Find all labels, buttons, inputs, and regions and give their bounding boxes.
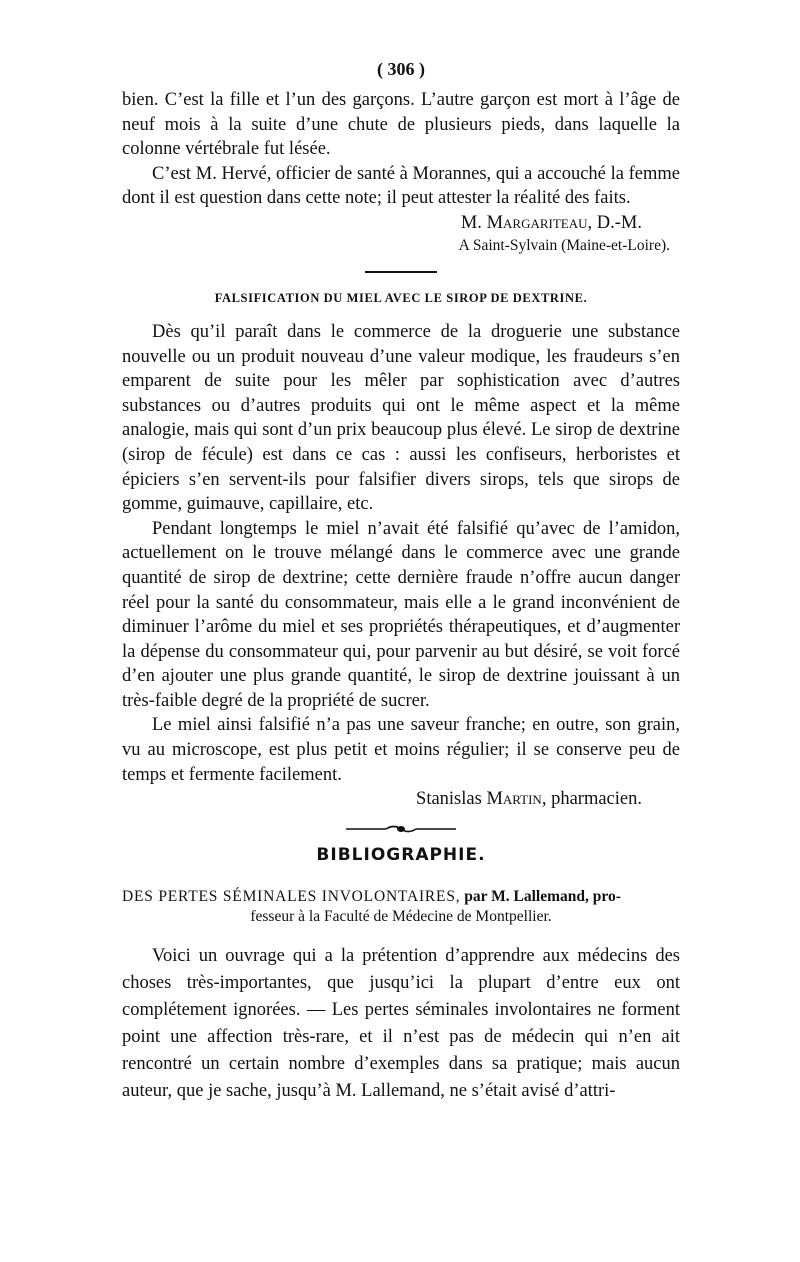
signature-margariteau [122, 211, 680, 235]
page [122, 58, 680, 1105]
article-paragraph-1: Dès qu’il paraît dans le commerce de la droguerie une substance nouvelle ou un produit nouveau d’une valeur modique, les fraudeurs s’en emparent de suite pour les mêler par sophistication avec d’autres substances ou d’autres produits qui ont le même aspect et la même analogie, mais qui sont d’un prix beaucoup plus élevé. Le sirop de dextrine (sirop de fécule) est dans ce cas : aussi les confiseurs, herboristes et épiciers s’en servent-ils pour falsifier divers sirops, tels que sirops de gomme, guimauve, capillaire, etc. [122, 321, 680, 515]
page-number: ( 306 ) [377, 59, 425, 79]
signature-name: Martin [486, 789, 542, 810]
signature-prefix: M. [460, 212, 487, 233]
signature-suffix: , D.-M. [587, 212, 642, 233]
signature-name: Margariteau [486, 212, 588, 233]
continued-paragraph: bien. C’est la fille et l’un des garçons. L’autre garçon est mort à l’âge de neuf mois à la suite d’une chute de plusieurs pieds, dans laquelle la colonne vértébrale fut lésée. [122, 90, 680, 160]
signature-martin [122, 787, 680, 811]
signature-suffix: , pharmacien. [541, 789, 642, 810]
book-title-author-line2: fesseur à la Faculté de Médecine de Montpellier. [250, 908, 552, 926]
book-title-author: par M. Lallemand, pro- [460, 888, 621, 906]
section-divider [365, 271, 437, 273]
article-paragraph-3: Le miel ainsi falsifié n’a pas une saveur franche; en outre, son grain, vu au microscope, est plus petit et moins régulier; il se conserve peu de temps et fermente facilement. [122, 715, 680, 785]
book-title [122, 887, 680, 927]
bibliography-heading: BIBLIOGRAPHIE. [316, 845, 486, 866]
signature-prefix: Stanislas [416, 789, 487, 810]
bibliography-paragraph: Voici un ouvrage qui a la prétention d’apprendre aux médecins des choses très-importantes, que jusqu’ici la plupart d’entre eux ont complétement ignorées. — Les pertes séminales involontaires ne forment point une affection très-rare, et il n’est pas de médecin qui n’en ait rencontré un certain nombre d’exemples dans sa pratique; mais aucun auteur, que je sache, jusqu’à M. Lallemand, ne s’était avisé d’attri- [122, 946, 680, 1102]
article-paragraph-2: Pendant longtemps le miel n’avait été falsifié qu’avec de l’amidon, actuellement on le trouve mélangé dans le commerce avec une grande quantité de sirop de dextrine; cette dernière fraude n’offre aucun danger réel pour la santé du consommateur, mais elle a le grand inconvénient de diminuer l’arôme du miel et ses propriétés thérapeutiques, et d’augmenter la dépense du consommateur qui, pour parvenir au but désiré, se voit forcé d’en ajouter une plus grande quantité, le sirop de dextrine jouissant à un très-faible degré de la propriété de sucrer. [122, 518, 680, 711]
book-title-caps: DES PERTES SÉMINALES INVOLONTAIRES, [122, 888, 461, 906]
herve-paragraph: C’est M. Hervé, officier de santé à Morannes, qui a accouché la femme dont il est question dans cette note; il peut attester la réalité des faits. [122, 163, 680, 209]
article-heading: FALSIFICATION DU MIEL AVEC LE SIROP DE DEXTRINE. [214, 290, 588, 305]
signature-place: A Saint-Sylvain (Maine-et-Loire). [458, 236, 670, 254]
ornament-divider-icon [346, 823, 456, 835]
